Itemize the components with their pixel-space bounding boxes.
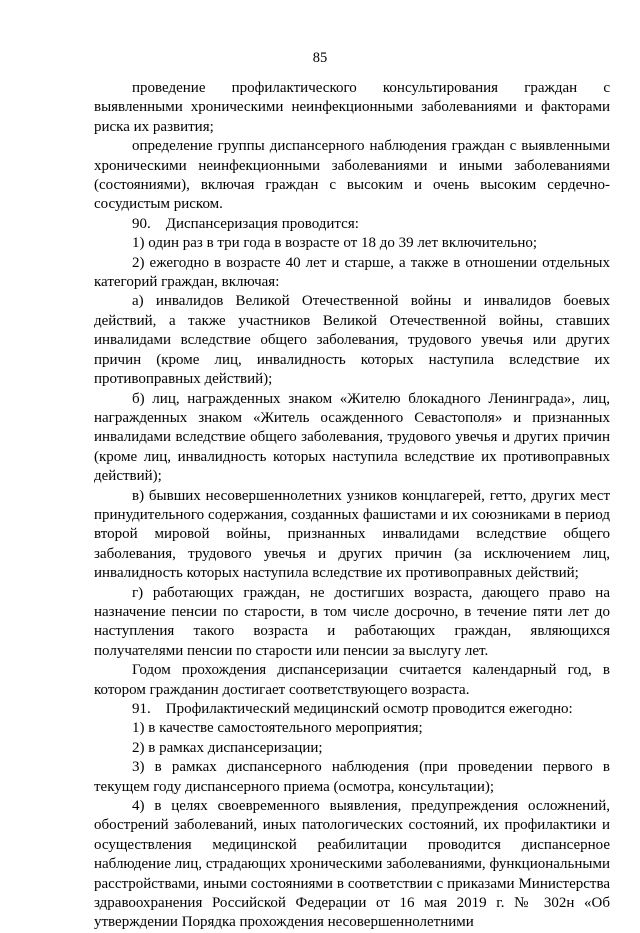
list-item: 1) в качестве самостоятельного мероприятия; bbox=[132, 720, 423, 737]
list-item: г) работающих граждан, не достигших возраста, дающего право на назначение пенсии по старости, в том числе досрочно, в течение пяти лет до наступления такого возраста и работающих граждан, являющихся получателями пенсии по старости или пенсии за выслугу лет. bbox=[94, 584, 610, 659]
list-item: а) инвалидов Великой Отечественной войны и инвалидов боевых действий, а также участников Великой Отечественной войны, ставших инвалидами вследствие общего заболевания, трудового увечья или других причин (кроме лиц, инвалидность которых наступила вследствие их противоправных действий); bbox=[94, 293, 610, 388]
paragraph: определение группы диспансерного наблюдения граждан с выявленными хроническими неинфекционными заболеваниями и иными заболеваниями (состояниями), включая граждан с высоким и очень высоким сердечно-сосудистым риском. bbox=[94, 138, 610, 213]
list-item: 3) в рамках диспансерного наблюдения (при проведении первого в текущем году диспансерного приема (осмотра, консультации); bbox=[94, 759, 610, 795]
list-item: в) бывших несовершеннолетних узников концлагерей, гетто, других мест принудительного содержания, созданных фашистами и их союзниками в период второй мировой войны, признанных инвалидами вследствие общего заболевания, трудового увечья и других причин (за исключением лиц, инвалидность которых наступила вследствие их противоправных действий; bbox=[94, 487, 610, 582]
list-item: 2) в рамках диспансеризации; bbox=[132, 739, 323, 756]
section-heading-90: 90. Диспансеризация проводится: bbox=[132, 215, 359, 232]
paragraph: Годом прохождения диспансеризации считается календарный год, в котором гражданин достигает соответствующего возраста. bbox=[94, 662, 610, 698]
list-item: 1) один раз в три года в возрасте от 18 до 39 лет включительно; bbox=[132, 235, 538, 252]
list-item: 2) ежегодно в возрасте 40 лет и старше, а также в отношении отдельных категорий граждан, включая: bbox=[94, 254, 610, 291]
list-item: 4) в целях своевременного выявления, предупреждения осложнений, обострений заболеваний, иных патологических состояний, их профилактики и осуществления медицинской реабилитации проводится диспансерное наблюдение лиц, страдающих хроническими заболеваниями, функциональными расстройствами, иными состояниями в соответствии с приказами Министерства здравоохранения Российской Федерации от 16 мая 2019 г. № 302н «Об утверждении Порядка прохождения несовершеннолетними bbox=[94, 798, 610, 931]
paragraph: проведение профилактического консультирования граждан с выявленными хроническими неинфекционными заболеваниями и факторами риска их развития; bbox=[94, 80, 610, 135]
section-heading-91: 91. Профилактический медицинский осмотр проводится ежегодно: bbox=[132, 701, 573, 717]
document-body bbox=[94, 79, 610, 933]
list-item: б) лиц, награжденных знаком «Жителю блокадного Ленинграда», лиц, награжденных знаком «Житель осажденного Севастополя» и признанных инвалидами вследствие общего заболевания, трудового увечья и других причин (кроме лиц, инвалидность которых наступила вследствие их противоправных действий); bbox=[94, 390, 610, 485]
page-number: 85 bbox=[312, 50, 328, 66]
